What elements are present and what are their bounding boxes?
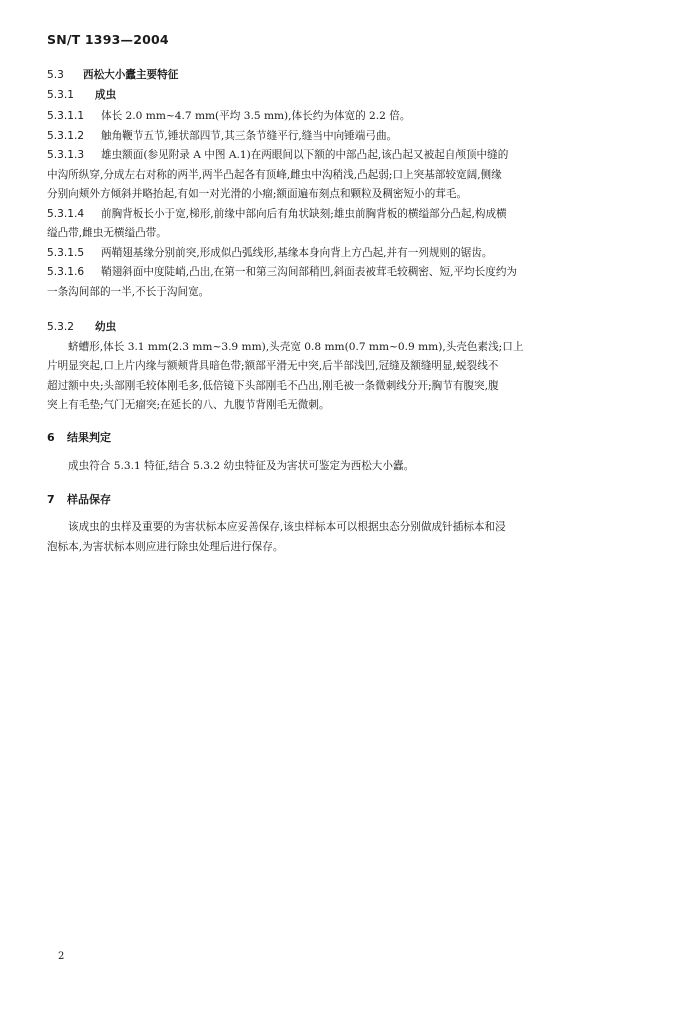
item-number: 5.3.1.5	[47, 246, 85, 259]
paragraph-line: 泡标本,为害状标本则应进行除虫处理后进行保存。	[47, 540, 284, 553]
item-text: 雄虫额面(参见附录 A 中图 A.1)在两眼间以下额的中部凸起,该凸起又被起自颅顶中缝的	[101, 149, 509, 161]
item-text: 中沟所纵穿,分成左右对称的两半,两半凸起各有顶峰,雌虫中沟稍浅,凸起弱;口上突基部较宽阔,侧缘	[47, 168, 502, 181]
section-number: 5.3	[47, 69, 64, 81]
section-7	[47, 490, 652, 510]
item-text: 鞘翅斜面中度陡峭,凸出,在第一和第三沟间部稍凹,斜面表被茸毛较稠密、短,平均长度约为	[101, 266, 518, 278]
section-title: 结果判定	[67, 431, 111, 444]
section-number: 5.3.1	[47, 89, 74, 101]
item-text: 触角鞭节五节,锤状部四节,其三条节缝平行,缝当中向锤端弓曲。	[101, 129, 398, 142]
list-item	[47, 244, 652, 264]
paragraph-line: 该成虫的虫样及重要的为害状标本应妥善保存,该虫样标本可以根据虫态分别做成针插标本和浸	[68, 521, 506, 533]
adult-characteristics-list	[47, 107, 652, 302]
section-5-3-2	[47, 318, 652, 416]
item-number: 5.3.1.6	[47, 266, 85, 278]
item-text: 体长 2.0 mm~4.7 mm(平均 3.5 mm),体长约为体宽的 2.2 倍。	[101, 110, 411, 122]
item-number: 5.3.1.2	[47, 129, 85, 142]
section-number: 5.3.2	[47, 321, 74, 333]
item-text: 分别向颊外方倾斜并略抬起,有如一对光滑的小瘤;额面遍布刻点和颗粒及稠密短小的茸毛。	[47, 188, 468, 200]
list-item	[47, 205, 652, 244]
section-5-3-1-heading	[47, 86, 652, 106]
section-7-body	[47, 518, 652, 557]
standard-number-header: SN/T 1393—2004	[47, 32, 169, 47]
list-item	[47, 107, 652, 127]
paragraph-line: 成虫符合 5.3.1 特征,结合 5.3.2 幼虫特征及为害状可鉴定为西松大小蠹。	[68, 460, 415, 472]
item-number: 5.3.1.1	[47, 110, 85, 122]
item-text: 两鞘翅基缘分别前突,形成似凸弧线形,基缘本身向背上方凸起,并有一列规则的锯齿。	[101, 246, 493, 259]
paragraph-line: 突上有毛垫;气门无瘤突;在延长的八、九腹节背刚毛无微刺。	[47, 399, 330, 411]
paragraph-line: 超过额中央;头部刚毛较体刚毛多,低倍镜下头部刚毛不凸出,刚毛被一条微刺线分开;胸节有腹突,腹	[47, 379, 499, 392]
section-title: 成虫	[95, 89, 117, 101]
item-number: 5.3.1.3	[47, 149, 85, 161]
page-number: 2	[58, 951, 65, 962]
item-text: 一条沟间部的一半,不长于沟间宽。	[47, 285, 210, 298]
section-5-3-heading	[47, 66, 652, 86]
section-title: 幼虫	[95, 321, 117, 333]
list-item	[47, 263, 652, 302]
section-title: 西松大小蠹主要特征	[83, 69, 179, 81]
item-text: 前胸背板长小于宽,梯形,前缘中部向后有角状缺刻;雄虫前胸背板的横缢部分凸起,构成横	[101, 207, 507, 220]
list-item	[47, 146, 652, 205]
item-number: 5.3.1.4	[47, 207, 85, 220]
section-number: 7	[47, 493, 55, 506]
item-text: 缢凸带,雌虫无横缢凸带。	[47, 227, 167, 239]
paragraph-line: 片明显突起,口上片内缘与额颊背具暗色带;额部平滑无中突,后半部浅凹,冠缝及额缝明显,蜕裂线不	[47, 360, 499, 372]
list-item	[47, 127, 652, 147]
section-6-body	[47, 457, 652, 477]
paragraph-line: 蛴螬形,体长 3.1 mm(2.3 mm~3.9 mm),头壳宽 0.8 mm(0.7 mm~0.9 mm),头壳色素浅;口上	[68, 340, 524, 353]
section-number: 6	[47, 431, 55, 444]
section-6	[47, 428, 652, 448]
section-title: 样品保存	[67, 493, 111, 506]
